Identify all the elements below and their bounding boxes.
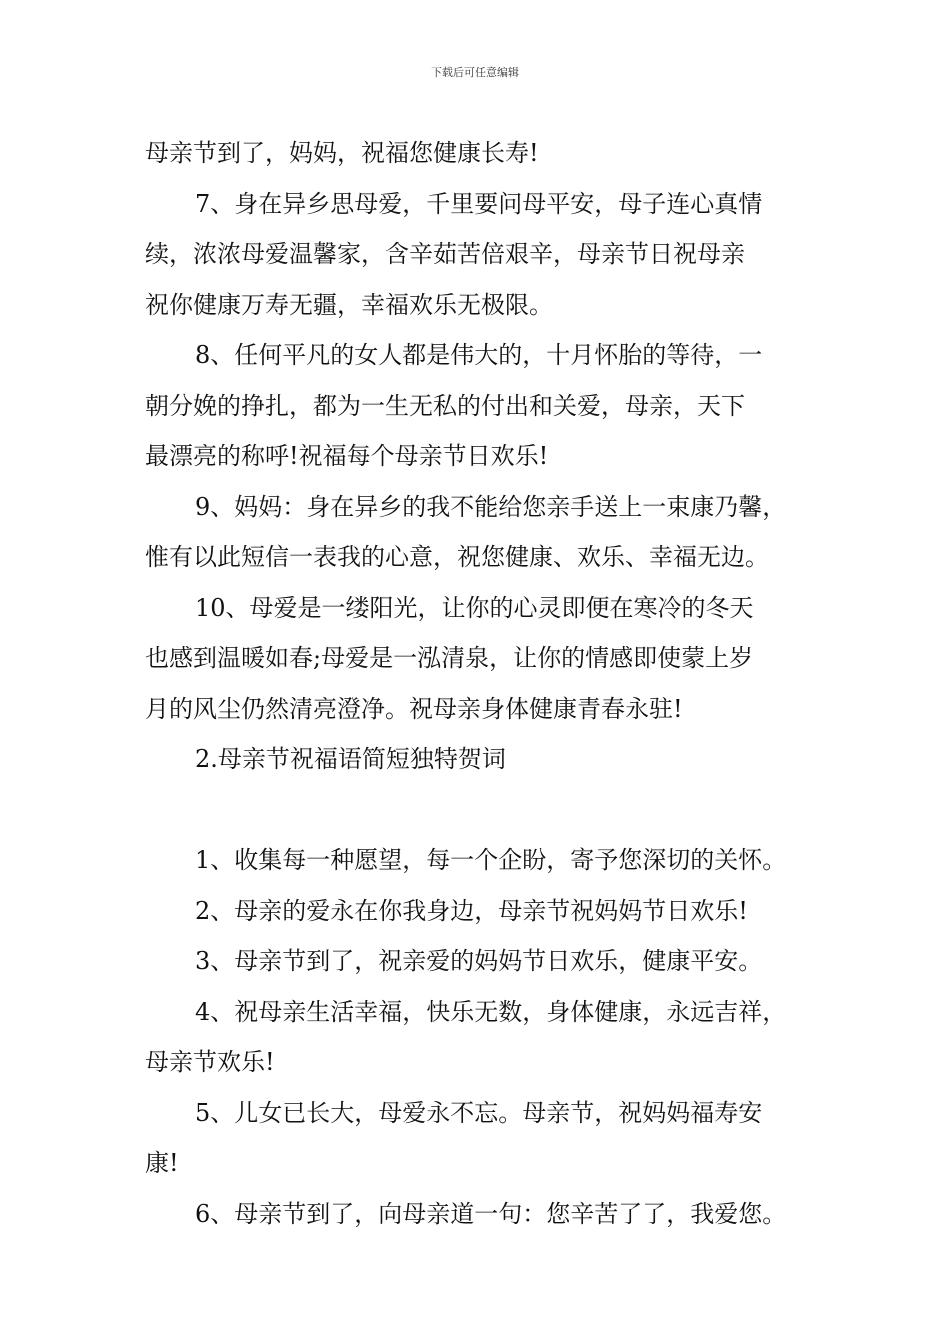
text-line: 朝分娩的挣扎，都为一生无私的付出和关爱，母亲，天下 bbox=[145, 391, 745, 420]
text-line: 母亲节到了，妈妈，祝福您健康长寿! bbox=[145, 139, 539, 167]
page-header: 下载后可任意编辑 bbox=[431, 66, 519, 79]
text-line: 康! bbox=[145, 1149, 179, 1177]
blank-line bbox=[145, 785, 810, 836]
text-line: 6、母亲节到了，向母亲道一句：您辛苦了了，我爱您。 bbox=[195, 1199, 787, 1228]
text-line: 惟有以此短信一表我的心意，祝您健康、欢乐、幸福无边。 bbox=[145, 543, 769, 571]
text-line: 4、祝母亲生活幸福，快乐无数，身体健康，永远吉祥， bbox=[195, 997, 787, 1026]
text-line: 也感到温暖如春;母爱是一泓清泉，让你的情感即使蒙上岁 bbox=[145, 644, 754, 672]
text-line: 2、母亲的爱永在你我身边，母亲节祝妈妈节日欢乐! bbox=[195, 896, 748, 925]
text-line: 祝你健康万寿无疆，幸福欢乐无极限。 bbox=[145, 290, 553, 319]
text-line: 母亲节欢乐! bbox=[145, 1048, 275, 1076]
section-heading: 2.母亲节祝福语简短独特贺词 bbox=[195, 745, 506, 773]
text-line: 1、收集每一种愿望，每一个企盼，寄予您深切的关怀。 bbox=[195, 846, 787, 874]
document-body bbox=[145, 128, 810, 1239]
text-line: 8、任何平凡的女人都是伟大的，十月怀胎的等待，一 bbox=[195, 341, 763, 369]
text-line: 7、身在异乡思母爱，千里要问母平安，母子连心真情 bbox=[195, 189, 763, 218]
text-line: 续，浓浓母爱温馨家，含辛茹苦倍艰辛，母亲节日祝母亲 bbox=[145, 240, 745, 268]
text-line: 5、儿女已长大，母爱永不忘。母亲节，祝妈妈福寿安 bbox=[195, 1098, 763, 1127]
text-line: 3、母亲节到了，祝亲爱的妈妈节日欢乐，健康平安。 bbox=[195, 947, 763, 975]
text-line: 10、母爱是一缕阳光，让你的心灵即便在寒冷的冬天 bbox=[195, 593, 754, 622]
text-line: 最漂亮的称呼!祝福每个母亲节日欢乐! bbox=[145, 442, 549, 470]
text-line: 月的风尘仍然清亮澄净。祝母亲身体健康青春永驻! bbox=[145, 694, 683, 723]
text-line: 9、妈妈：身在异乡的我不能给您亲手送上一束康乃馨， bbox=[195, 492, 787, 521]
